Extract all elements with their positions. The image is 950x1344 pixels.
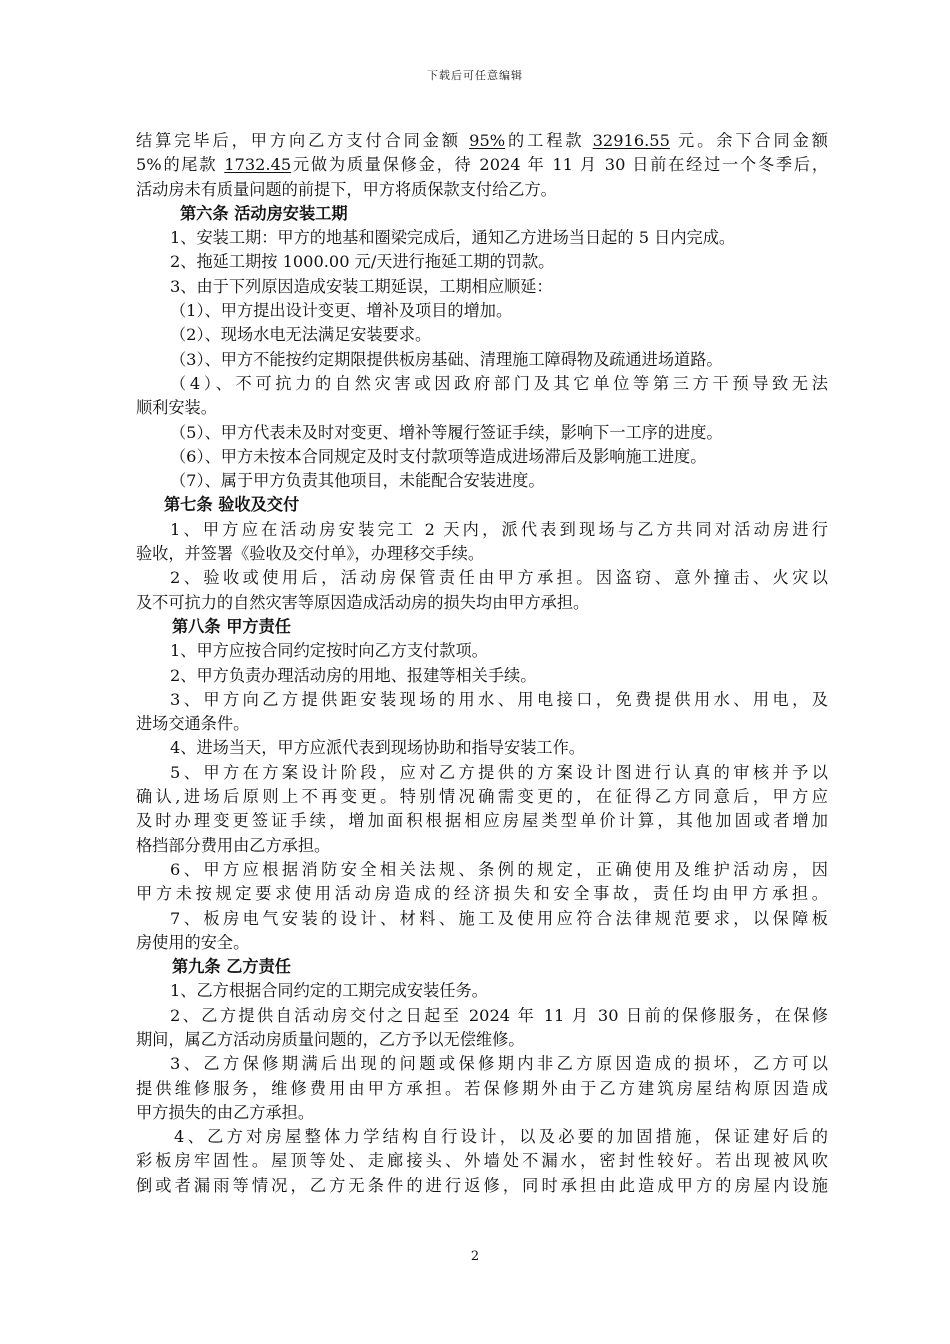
article-9-line: 3、乙方保修期满后出现的问题或保修期内非乙方原因造成的损坏，乙方可以 [170,1054,828,1074]
article-7-line: 验收，并签署《验收及交付单》，办理移交手续。 [136,544,485,564]
article-6-line: 3、由于下列原因造成安装工期延误，工期相应顺延： [170,276,553,296]
article-6-line: （4）、不可抗力的自然灾害或因政府部门及其它单位等第三方干预导致无法 [170,373,828,393]
article-8-line: 3、甲方向乙方提供距安装现场的用水、用电接口，免费提供用水、用电，及 [170,689,828,709]
article-8-line: 2、甲方负责办理活动房的用地、报建等相关手续。 [170,665,537,685]
article-6-title: 第六条 活动房安装工期 [180,203,348,223]
article-8-line: 及时办理变更签证手续，增加面积根据相应房屋类型单价计算，其他加固或者增加 [136,811,828,831]
payment-percent: 95% [469,131,506,150]
article-8-line: 1、甲方应按合同约定按时向乙方支付款项。 [170,641,488,661]
payment-line-1: 结算完毕后，甲方向乙方支付合同金额 95%的工程款 32916.55 元。余下合同金额 [136,131,828,150]
payment-amount: 32916.55 [592,131,670,150]
article-8-line: 6、甲方应根据消防安全相关法规、条例的规定，正确使用及维护活动房，因 [170,859,828,879]
article-8-line: 7、板房电气安装的设计、材料、施工及使用应符合法律规范要求，以保障板 [170,908,828,928]
article-8-title: 第八条 甲方责任 [172,616,291,636]
article-8-line: 5、甲方在方案设计阶段，应对乙方提供的方案设计图进行认真的审核并予以 [170,762,828,782]
article-7-line: 2、验收或使用后，活动房保管责任由甲方承担。因盗窃、意外撞击、火灾以 [170,568,828,588]
article-6-line: 2、拖延工期按 1000.00 元/天进行拖延工期的罚款。 [170,252,555,272]
article-9-line: 彩板房牢固性。屋顶等处、走廊接头、外墙处不漏水，密封性较好。若出现被风吹 [136,1151,828,1171]
page-header-note: 下载后可任意编辑 [427,69,523,82]
article-6-line: （1）、甲方提出设计变更、增补及项目的增加。 [170,301,513,321]
article-7-line: 1、甲方应在活动房安装完工 2 天内，派代表到现场与乙方共同对活动房进行 [170,519,828,539]
article-8-line: 房使用的安全。 [136,932,250,952]
article-9-line: 甲方损失的由乙方承担。 [136,1102,315,1122]
article-8-line: 格挡部分费用由乙方承担。 [136,835,331,855]
article-9-line: 期间，属乙方活动房质量问题的，乙方予以无偿维修。 [136,1029,525,1049]
retention-amount: 1732.45 [224,155,292,175]
article-6-line: （5）、甲方代表未及时对变更、增补等履行签证手续，影响下一工序的进度。 [170,422,723,442]
article-9-line: 提供维修服务，维修费用由甲方承担。若保修期外由于乙方建筑房屋结构原因造成 [136,1078,828,1098]
article-6-line: （7）、属于甲方负责其他项目，未能配合安装进度。 [170,471,545,491]
payment-line-2: 5%的尾款 1732.45元做为质量保修金，待 2024 年 11 月 30 日前在经过一个冬季后， [136,155,828,175]
article-8-line: 进场交通条件。 [136,714,250,734]
article-8-line: 甲方未按规定要求使用活动房造成的经济损失和安全事故，责任均由甲方承担。 [136,884,828,904]
article-9-line: 2、乙方提供自活动房交付之日起至 2024 年 11 月 30 日前的保修服务，在保修 [170,1005,828,1025]
article-9-line: 4、乙方对房屋整体力学结构自行设计，以及必要的加固措施，保证建好后的 [174,1127,828,1147]
article-6-line: 顺利安装。 [136,398,217,418]
article-8-line: 确认,进场后原则上不再变更。特别情况确需变更的，在征得乙方同意后，甲方应 [136,787,828,807]
page-number: 2 [470,1249,480,1264]
article-6-line: （3）、甲方不能按约定期限提供板房基础、清理施工障碍物及疏通进场道路。 [170,349,723,369]
document-body [136,129,828,1198]
article-7-line: 及不可抗力的自然灾害等原因造成活动房的损失均由甲方承担。 [136,592,590,612]
article-9-line: 1、乙方根据合同约定的工期完成安装任务。 [170,981,488,1001]
article-8-line: 4、进场当天，甲方应派代表到现场协助和指导安装工作。 [170,738,585,758]
article-9-line: 倒或者漏雨等情况，乙方无条件的进行返修，同时承担由此造成甲方的房屋内设施 [136,1175,828,1195]
article-7-title: 第七条 验收及交付 [164,495,300,515]
article-6-line: （2）、现场水电无法满足安装要求。 [170,325,432,345]
payment-line-3: 活动房未有质量问题的前提下，甲方将质保款支付给乙方。 [136,179,557,199]
article-6-line: （6）、甲方未按本合同规定及时支付款项等造成进场滞后及影响施工进度。 [170,446,707,466]
article-6-line: 1、安装工期：甲方的地基和圈梁完成后，通知乙方进场当日起的 5 日内完成。 [170,228,736,248]
article-9-title: 第九条 乙方责任 [172,957,291,977]
